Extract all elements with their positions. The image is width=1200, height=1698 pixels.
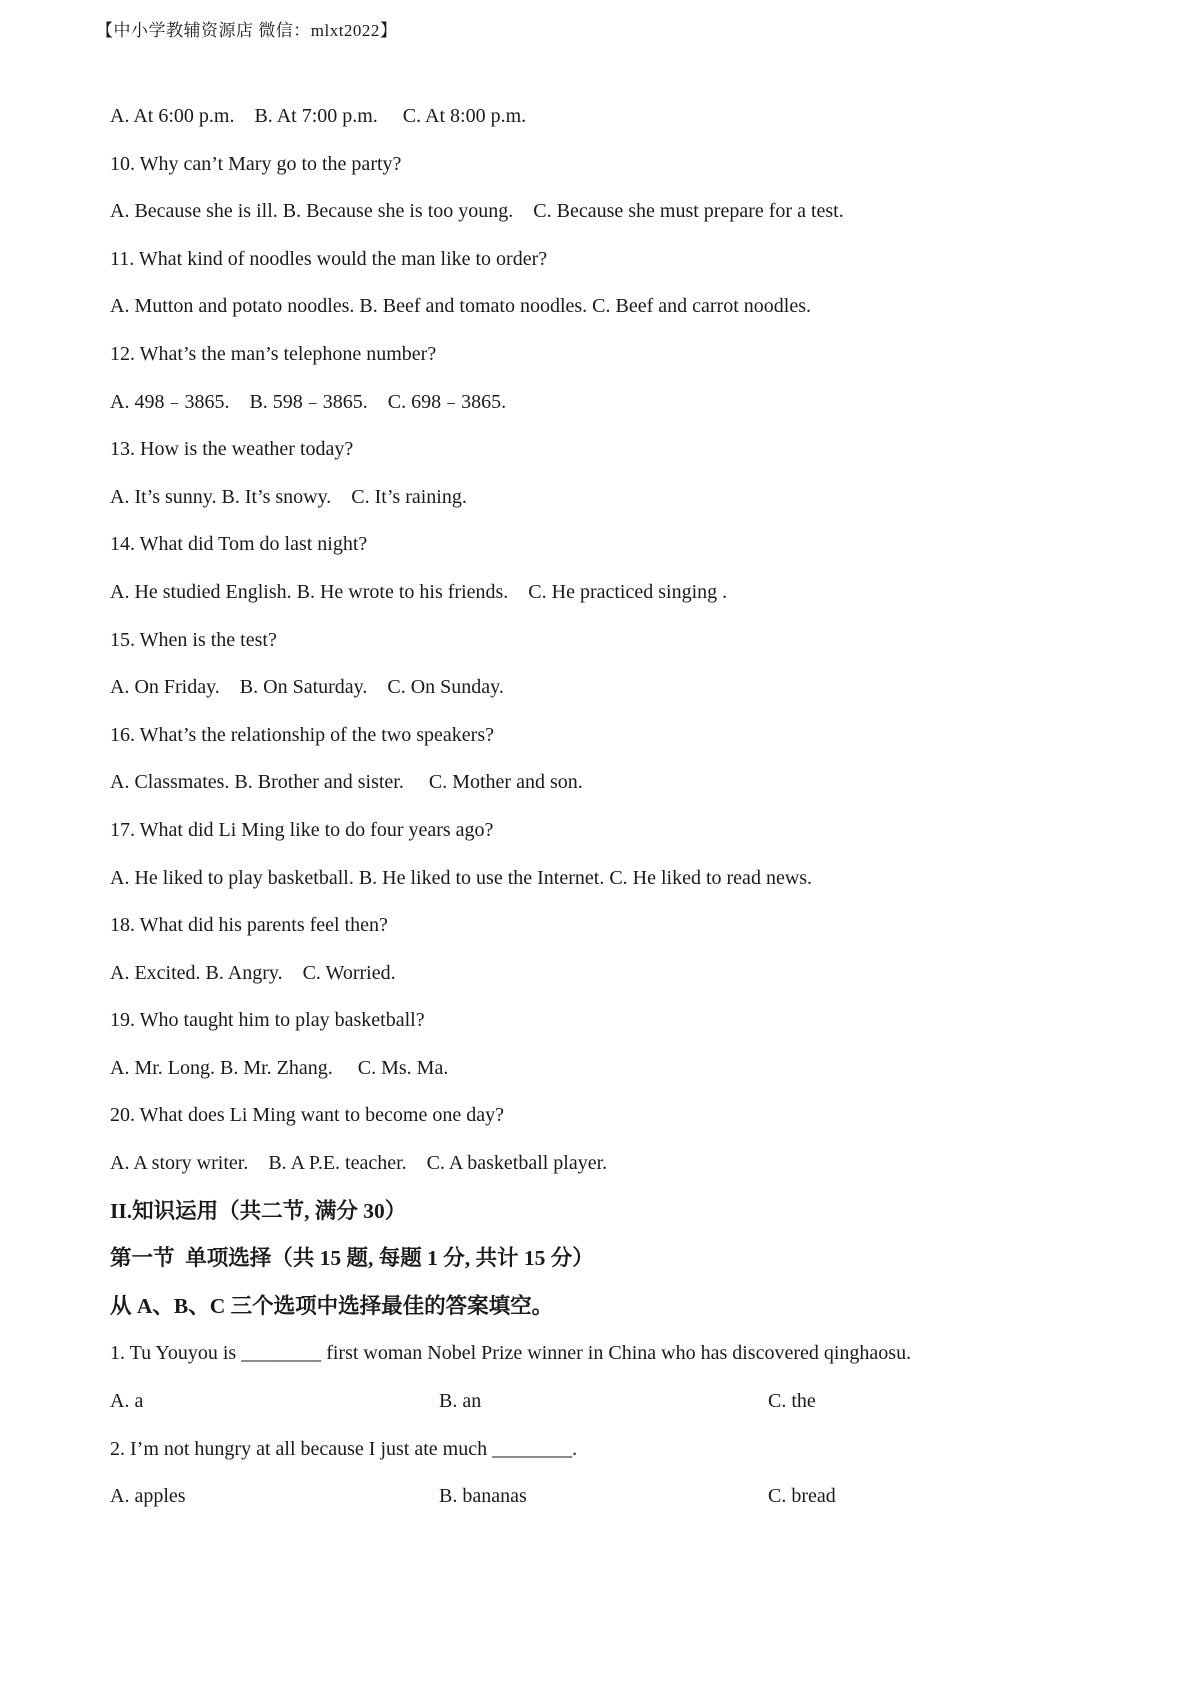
option-line-q11: A. Mutton and potato noodles. B. Beef and tomato noodles. C. Beef and carrot noodles. xyxy=(110,295,811,318)
option-a: A. a xyxy=(110,1390,144,1413)
option-line-q16: A. Classmates. B. Brother and sister. C. Mother and son. xyxy=(110,771,583,794)
option-line-q9: A. At 6:00 p.m. B. At 7:00 p.m. C. At 8:00 p.m. xyxy=(110,105,527,127)
mc-question-1-stem: 1. Tu Youyou is ________ first woman Nobel Prize winner in China who has discovered qinghaosu. xyxy=(110,1342,912,1365)
page-content xyxy=(110,96,1110,1524)
option-line-q20: A. A story writer. B. A P.E. teacher. C. A basketball player. xyxy=(110,1152,608,1175)
option-a: A. apples xyxy=(110,1485,186,1508)
mc-question-2-stem: 2. I’m not hungry at all because I just ate much ________. xyxy=(110,1437,578,1460)
option-line-q10: A. Because she is ill. B. Because she is too young. C. Because she must prepare for a test. xyxy=(110,200,844,223)
question-15: 15. When is the test? xyxy=(110,628,277,651)
mc-question-2-options xyxy=(110,1476,1110,1524)
option-b: B. an xyxy=(439,1390,482,1413)
section-instruction: 从 A、B、C 三个选项中选择最佳的答案填空。 xyxy=(110,1293,554,1318)
question-17: 17. What did Li Ming like to do four years ago? xyxy=(110,818,494,841)
question-18: 18. What did his parents feel then? xyxy=(110,914,388,937)
question-13: 13. How is the weather today? xyxy=(110,438,354,461)
question-19: 19. Who taught him to play basketball? xyxy=(110,1009,425,1032)
question-11: 11. What kind of noodles would the man like to order? xyxy=(110,247,548,270)
option-line-q15: A. On Friday. B. On Saturday. C. On Sunday. xyxy=(110,676,504,699)
section-title: II.知识运用（共二节, 满分 30） xyxy=(110,1198,407,1223)
page-header-watermark: 【中小学教辅资源店 微信：mlxt2022】 xyxy=(96,21,398,40)
option-line-q19: A. Mr. Long. B. Mr. Zhang. C. Ms. Ma. xyxy=(110,1056,449,1079)
option-line-q12: A. 498﹣3865. B. 598﹣3865. C. 698﹣3865. xyxy=(110,390,507,413)
section-subtitle: 第一节 单项选择（共 15 题, 每题 1 分, 共计 15 分） xyxy=(110,1246,594,1271)
option-c: C. the xyxy=(768,1390,816,1413)
option-line-q17: A. He liked to play basketball. B. He liked to use the Internet. C. He liked to read news. xyxy=(110,866,813,889)
question-14: 14. What did Tom do last night? xyxy=(110,533,368,556)
option-b: B. bananas xyxy=(439,1485,527,1508)
question-12: 12. What’s the man’s telephone number? xyxy=(110,342,437,365)
question-20: 20. What does Li Ming want to become one day? xyxy=(110,1104,504,1127)
option-c: C. bread xyxy=(768,1485,836,1508)
question-10: 10. Why can’t Mary go to the party? xyxy=(110,152,402,175)
option-line-q18: A. Excited. B. Angry. C. Worried. xyxy=(110,961,396,984)
question-16: 16. What’s the relationship of the two speakers? xyxy=(110,723,494,746)
option-line-q13: A. It’s sunny. B. It’s snowy. C. It’s raining. xyxy=(110,485,467,508)
mc-question-1-options xyxy=(110,1381,1110,1429)
option-line-q14: A. He studied English. B. He wrote to his friends. C. He practiced singing . xyxy=(110,580,728,603)
